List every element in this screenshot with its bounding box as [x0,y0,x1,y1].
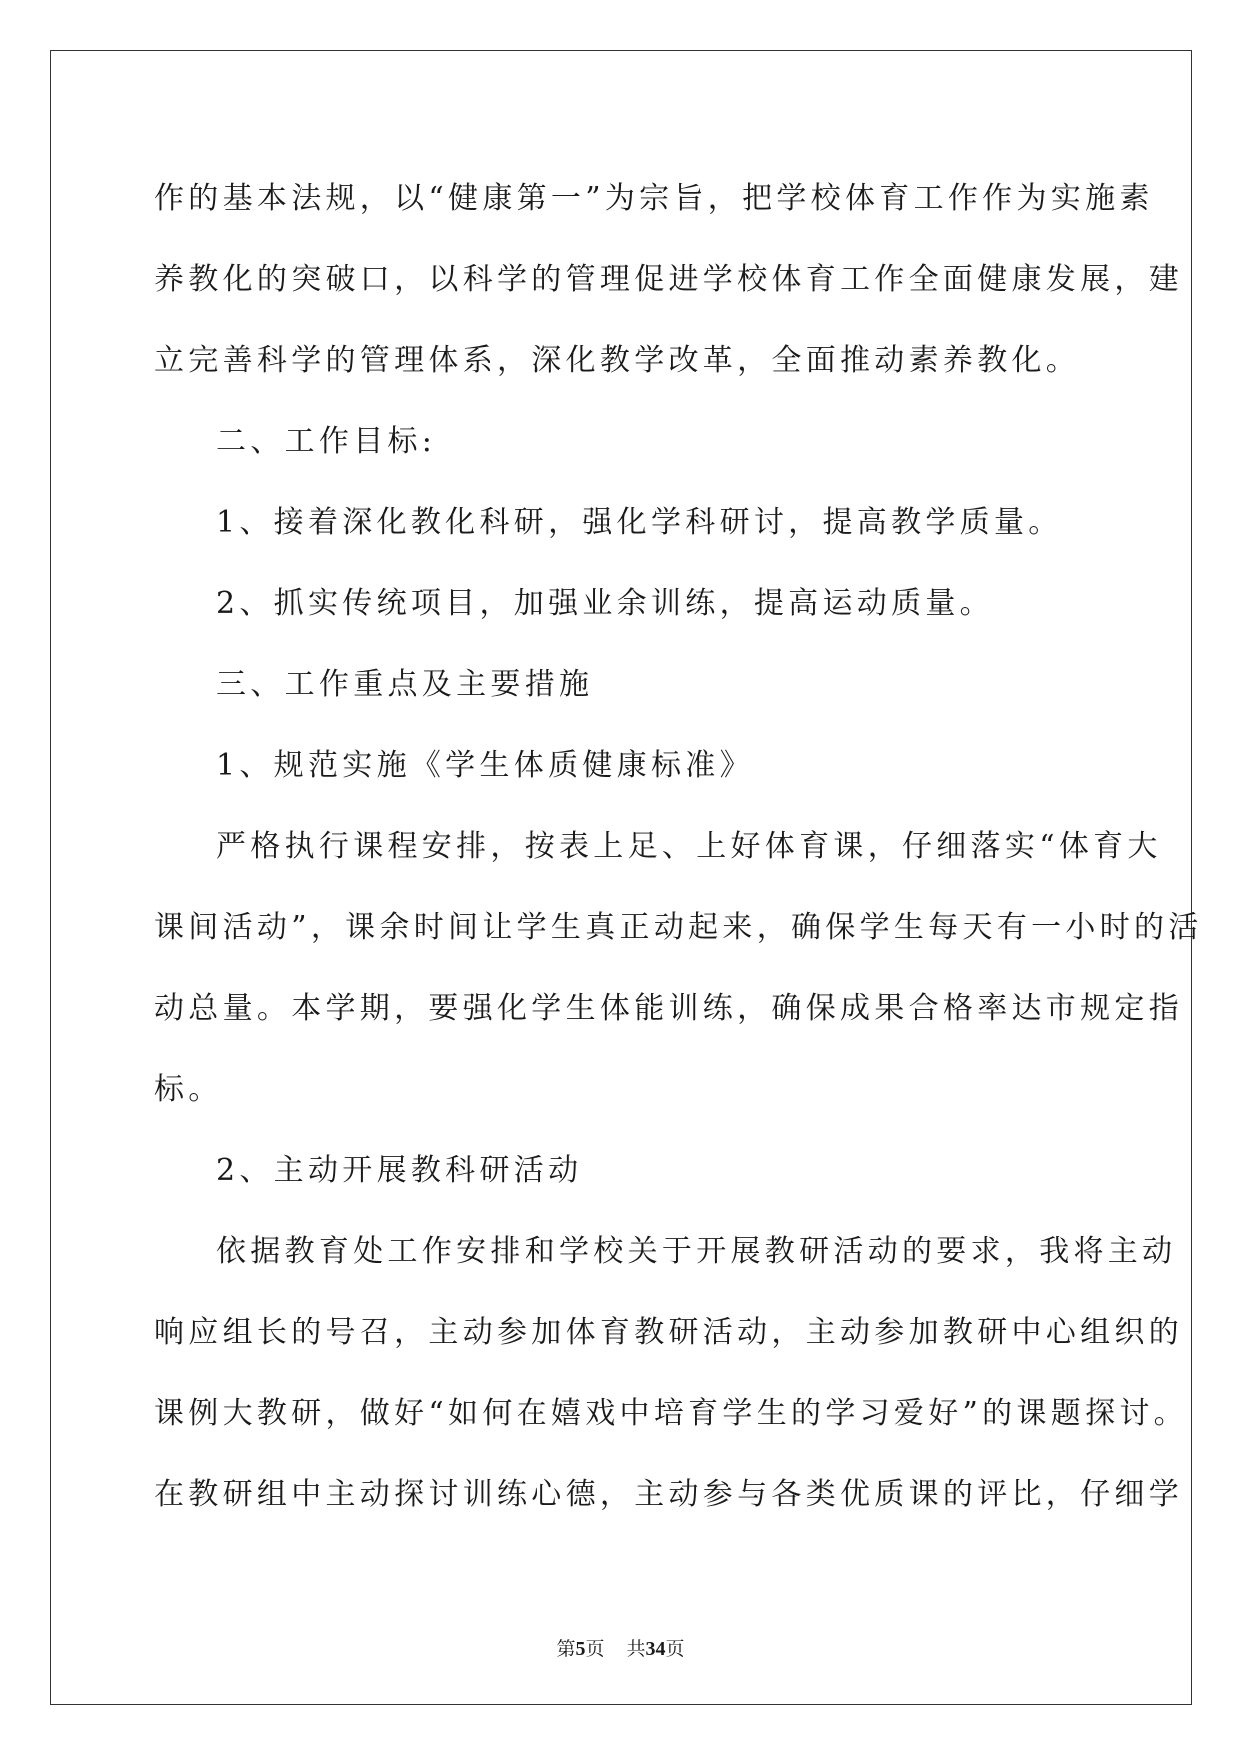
text-line-3: 立完善科学的管理体系，深化教学改革，全面推动素养教化。 [154,343,1081,378]
total-pages: 34 [645,1638,666,1660]
document-body [154,158,1203,1535]
page-prefix: 第 [556,1638,576,1660]
text-line-17: 在教研组中主动探讨训练心德，主动参与各类优质课的评比，仔细学 [154,1477,1183,1512]
page-number: 5 [575,1638,586,1660]
measure-heading-1: 1、规范实施《学生体质健康标准》 [216,748,754,783]
total-prefix: 共 [626,1638,646,1660]
total-suffix: 页 [665,1638,685,1660]
text-line-11: 动总量。本学期，要强化学生体能训练，确保成果合格率达市规定指 [154,991,1183,1026]
text-line-2: 养教化的突破口，以科学的管理促进学校体育工作全面健康发展，建 [154,262,1183,297]
section-heading-goals: 二、工作目标: [216,424,437,459]
text-line-12: 标。 [154,1072,223,1107]
goal-item-2: 2、抓实传统项目，加强业余训练，提高运动质量。 [216,586,994,621]
page-suffix: 页 [585,1638,605,1660]
text-line-15: 响应组长的号召，主动参加体育教研活动，主动参加教研中心组织的 [154,1315,1183,1350]
measure-heading-2: 2、主动开展教科研活动 [216,1153,583,1188]
text-line-14: 依据教育处工作安排和学校关于开展教研活动的要求，我将主动 [216,1234,1177,1269]
text-line-9: 严格执行课程安排，按表上足、上好体育课，仔细落实“体育大 [216,829,1162,864]
page-footer [0,1634,1241,1661]
text-line-1: 作的基本法规，以“健康第一”为宗旨，把学校体育工作作为实施素 [154,181,1154,216]
section-heading-measures: 三、工作重点及主要措施 [216,667,594,702]
text-line-16: 课例大教研，做好“如何在嬉戏中培育学生的学习爱好”的课题探讨。 [154,1396,1188,1431]
text-line-10: 课间活动”，课余时间让学生真正动起来，确保学生每天有一小时的活 [154,910,1203,945]
goal-item-1: 1、接着深化教化科研，强化学科研讨，提高教学质量。 [216,505,1063,540]
